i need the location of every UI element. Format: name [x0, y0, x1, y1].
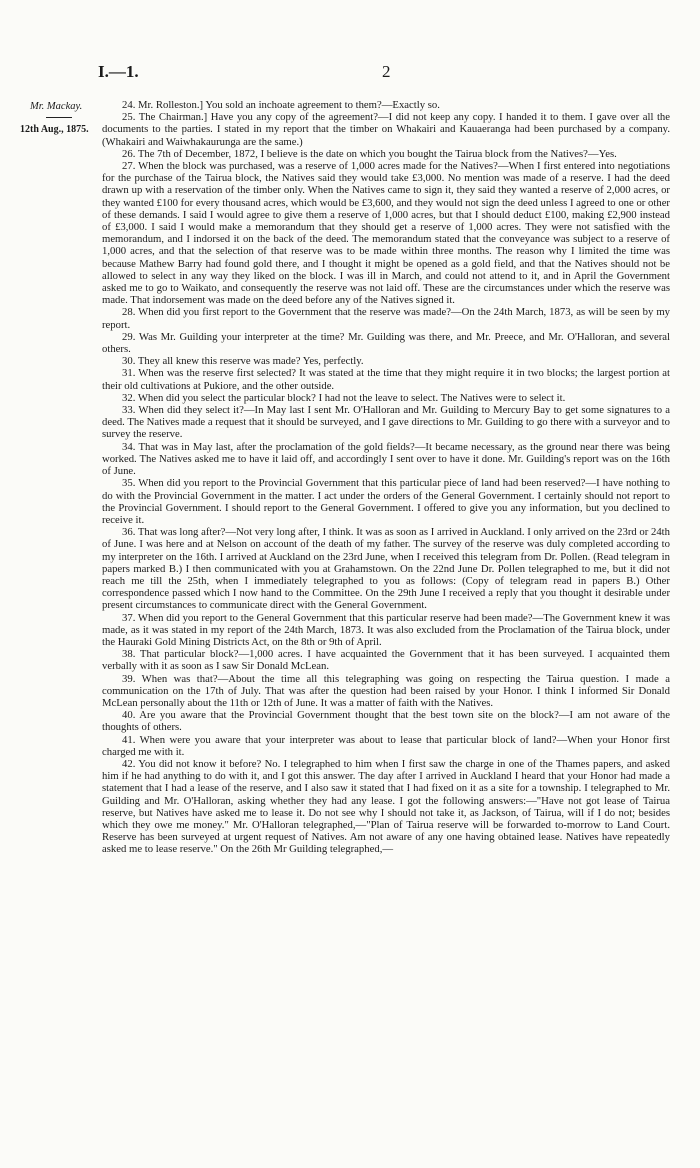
paragraph-30: 30. They all knew this reserve was made? Yes, perfectly.	[122, 355, 364, 368]
paragraph-42: 42. You did not know it before? No. I telegraphed to him when I first saw the charge in one of the Thames papers, and asked him if he had anything to do with it, and I got this answer. The day after I arrived in Auckland I heard that your Honor had made a statement that I had a lease of the reserve, and I also saw it stated that I had fixed on it as a site for a township. I telegraphed to Mr. Guilding and Mr. O'Halloran, asking whether they had any lease. I got the following answers:—"Have not got lease of Tairua reserve, but Natives have asked me to lease it. Do not see why I should not take it, as Jackson, of Tairua, will if I do not; besides which they owe me money." Mr. O'Halloran telegraphed,—"Plan of Tairua reserve will be forwarded to-morrow to Land Court. Reserve has been surveyed at urgent request of Natives. Am not aware of any one having obtained lease. Natives have repeatedly asked me to lease reserve." On the 26th Mr Guilding telegraphed,—	[102, 757, 670, 856]
margin-date: 12th Aug., 1875.	[20, 124, 89, 135]
document-reference: I.—1.	[98, 62, 139, 81]
margin-witness-name: Mr. Mackay.	[30, 101, 83, 112]
paragraph-25: 25. The Chairman.] Have you any copy of the agreement?—I did not keep any copy. I handed it to them. I gave over all the documents to the parties. I stated in my report that the timber on Whakairi and Kauaeranga had been purchased by a company. (Whakairi and Waiwhakaurunga are the same.)	[102, 111, 670, 148]
paragraph-34: 34. That was in May last, after the proclamation of the gold fields?—It became necessary, as the ground near there was being worked. The Natives asked me to have it laid off, and accordingly I sent over to have it done. Mr. Guilding's report was on the 16th of June.	[102, 440, 670, 478]
margin-rule	[46, 117, 72, 118]
paragraph-33: 33. When did they select it?—In May last I sent Mr. O'Halloran and Mr. Guilding to Mercury Bay to get some signatures to a deed. The Natives made a request that it should be surveyed, and I gave directions to Mr. Guilding to go there with a surveyor and to survey the reserve.	[102, 404, 670, 441]
paragraph-39: 39. When was that?—About the time all this telegraphing was going on respecting the Tairua question. I made a communication on the 17th of July. That was after the question had been raised by your Honor. I think I informed Sir Donald McLean personally about the 11th or 12th of June. It was a matter of faith with the Natives.	[102, 672, 670, 709]
paragraph-24: 24. Mr. Rolleston.] You sold an inchoate agreement to them?—Exactly so.	[122, 99, 440, 111]
paragraph-35: 35. When did you report to the Provincial Government that this particular piece of land had been reserved?—I have nothing to do with the Provincial Government in the matter. I act under the orders of the General Government. I certainly should not report to the Provincial Government. I should report to the General Government. I offered to give you any information, but you declined to receive it.	[102, 477, 670, 526]
paragraph-37: 37. When did you report to the General Government that this particular reserve had been made?—The Government knew it was made, as it was stated in my report of the 24th March, 1873. It was also excluded from the Proclamation of the Tairua block, under the Hauraki Gold Mining Districts Act, on the 8th or 9th of April.	[102, 611, 670, 648]
paragraph-29: 29. Was Mr. Guilding your interpreter at the time? Mr. Guilding was there, and Mr. Preece, and Mr. O'Halloran, and several others.	[102, 330, 670, 356]
paragraph-36: 36. That was long after?—Not very long after, I think. It was as soon as I arrived in Auckland. I only arrived on the 23rd or 24th of June. I was here and at Nelson on account of the death of my father. The survey of the reserve was duly completed according to my interpreter on the 16th. I arrived at Auckland on the 23rd June, when I received this telegram from Dr. Pollen. (Read telegram in papers marked B.) I then communicated with you at Grahamstown. On the 22nd June Dr. Pollen telegraphed to me, but it did not reach me till the 25th, when I immediately telegraphed to you as follows: (Copy of telegram read in papers B.) Other correspondence passed which I now hand to the Committee. On the 29th June I received a reply that you thought it desirable under present circumstances to communicate direct with the General Government.	[102, 526, 670, 612]
paragraph-32: 32. When did you select the particular block? I had not the leave to select. The Natives were to select it.	[122, 391, 566, 404]
evidence-text	[102, 99, 670, 856]
paragraph-38: 38. That particular block?—1,000 acres. I have acquainted the Government that it has been surveyed. I acquainted them verbally with it as soon as I saw Sir Donald McLean.	[102, 648, 670, 673]
paragraph-31: 31. When was the reserve first selected? It was stated at the time that they might require it in two blocks; the largest portion at their old cultivations at Pukiore, and the other outside.	[102, 367, 670, 392]
paragraph-40: 40. Are you aware that the Provincial Government thought that the best town site on the block?—I am not aware of the thoughts of others.	[102, 709, 670, 734]
paragraph-26: 26. The 7th of December, 1872, I believe is the date on which you bought the Tairua block from the Natives?—Yes.	[122, 147, 617, 160]
paragraph-41: 41. When were you aware that your interpreter was about to lease that particular block of land?—When your Honor first charged me with it.	[102, 733, 670, 758]
page-number: 2	[382, 62, 391, 81]
paragraph-27: 27. When the block was purchased, was a reserve of 1,000 acres made for the Natives?—When I first entered into negotiations for the purchase of the Tairua block, the Natives said they would take £3,000. No mention was made of a reserve. I had the deed drawn up with a reservation of the timber only. When the Natives came to sign it, they said they wanted a reserve of 2,000 acres, or they wanted £100 for every thousand acres, which would be £3,600, and they would not sign the deed unless I agreed to one or other of these demands. I said I would agree to give them a reserve of 1,000 acres, but that I should deduct £100, making £2,900 instead of £3,000. I said I would make a memorandum that they should get a reserve of 1,000 acres. They were not satisfied with the memorandum, and I indorsed it on the back of the deed. The memorandum stated that the conveyance was subject to a reserve of 1,000 acres, and that the selection of that reserve was to be made within three months. The reason why I limited the time was because Mathew Barry had found gold there, and I thought it might be opened as a gold field, and that the Natives should not be allowed to select in any way they liked on the block. I was ill in March, and could not attend to it, and in April the Government asked me to go to Waikato, and consequently the reserve was not laid off. These are the circumstances under which the reserve was made. That indorsement was made on the deed before any of the Natives signed it.	[102, 160, 670, 307]
paragraph-28: 28. When did you first report to the Government that the reserve was made?—On the 24th March, 1873, as will be seen by my report.	[102, 306, 670, 331]
